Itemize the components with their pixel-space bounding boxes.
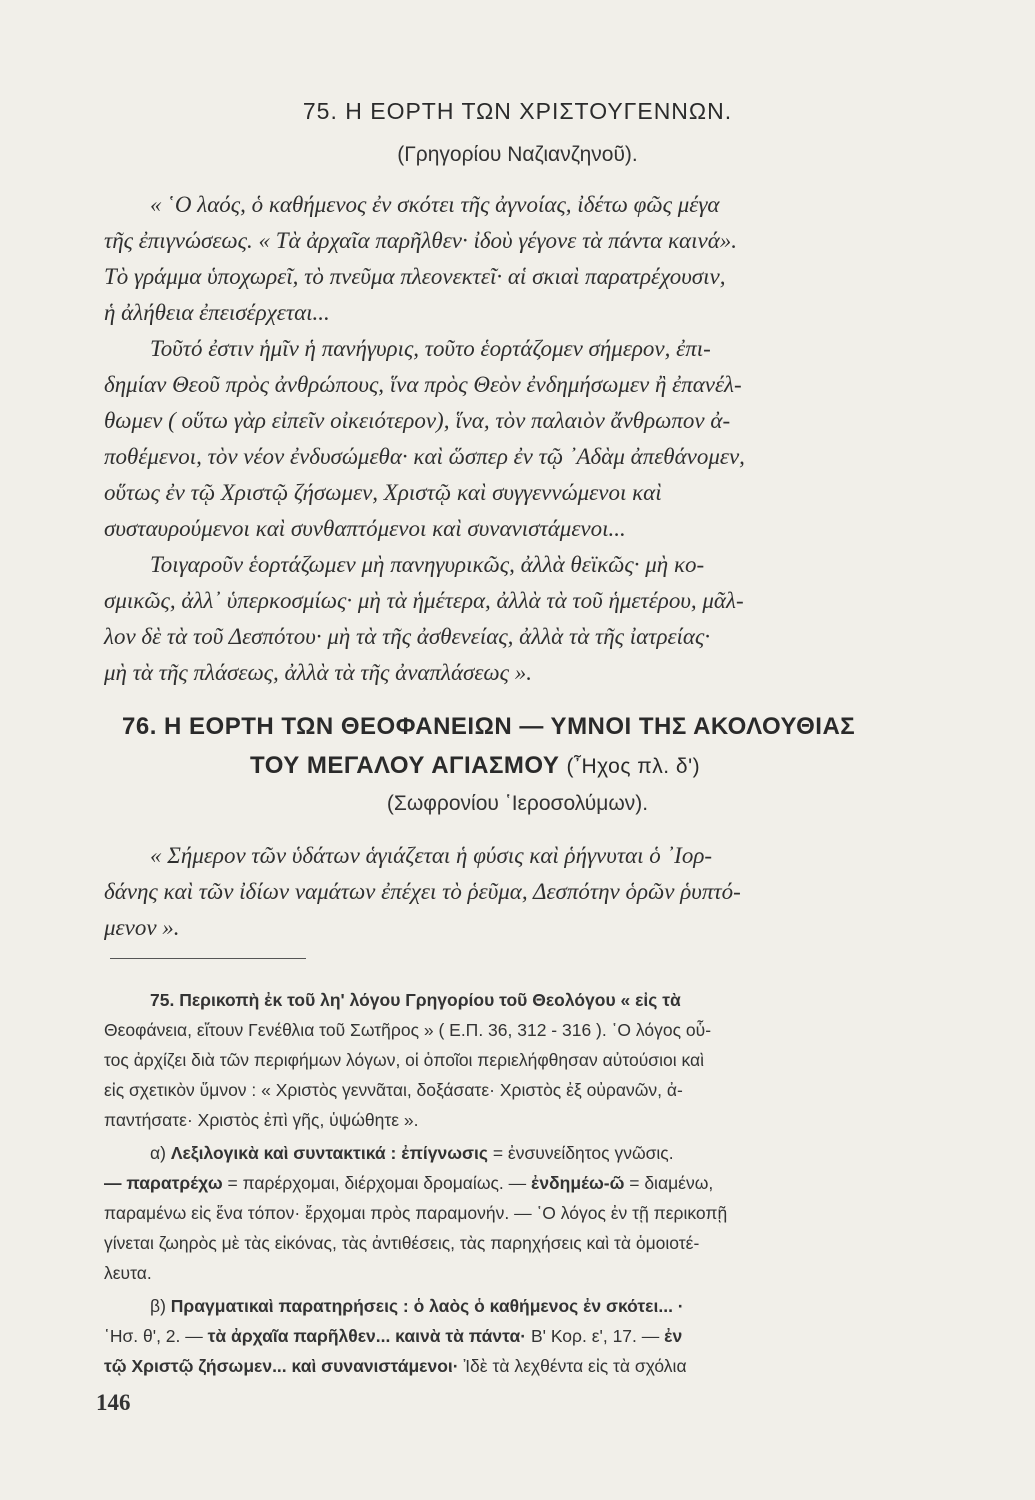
footnote-b-line (150, 1296, 684, 1317)
section-76-author: (Σωφρονίου ῾Ιεροσολύμων). (386, 792, 649, 815)
text-line: λον δὲ τὰ τοῦ Δεσπότου· μὴ τὰ τῆς ἀσθενείας, ἀλλὰ τὰ τῆς ἰατρείας· (104, 624, 711, 649)
text-line: δημίαν Θεοῦ πρὸς ἀνθρώπους, ἵνα πρὸς Θεὸν ἐνδημήσωμεν ἢ ἐπανέλ- (104, 372, 742, 397)
footnote-b-label: β) (150, 1296, 166, 1316)
text-line: συσταυρούμενοι καὶ συνθαπτόμενοι καὶ συνανιστάμενοι... (104, 516, 626, 541)
page-number: 146 (96, 1390, 131, 1415)
text-line: δάνης καὶ τῶν ἰδίων ναμάτων ἐπέχει τὸ ῥεῦμα, Δεσπότην ὁρῶν ῥυπτό- (104, 879, 741, 904)
footnote-b-term: ὁ λαὸς ὁ καθήμενος ἐν σκότει... · (413, 1296, 684, 1316)
footnote-a-term: ἐπίγνωσις (401, 1143, 488, 1163)
footnote-b-line (104, 1356, 687, 1377)
text-line: Τὸ γράμμα ὑποχωρεῖ, τὸ πνεῦμα πλεονεκτεῖ· αἱ σκιαὶ παρατρέχουσιν, (104, 264, 726, 289)
footnote-b-term: τῷ Χριστῷ ζήσωμεν... καὶ συνανιστάμενοι· (104, 1356, 459, 1376)
footnote-a-heading: Λεξιλογικὰ καὶ συντακτικά : (170, 1143, 397, 1163)
section-76-title-line1: 76. Η ΕΟΡΤΗ ΤΩΝ ΘΕΟΦΑΝΕΙΩΝ — ΥΜΝΟΙ ΤΗΣ ΑΚΟΛΟΥΘΙΑΣ (122, 713, 856, 740)
text-line: θωμεν ( οὕτω γὰρ εἰπεῖν οἰκειότερον), ἵνα, τὸν παλαιὸν ἄνθρωπον ἀ- (104, 408, 731, 433)
text-line: Τοῦτό ἐστιν ἡμῖν ἡ πανήγυρις, τοῦτο ἑορτάζομεν σήμερον, ἐπι- (150, 336, 711, 361)
section-76-tone: (῏Ηχος πλ. δ') (566, 755, 701, 778)
footnote-a-line: γίνεται ζωηρὸς μὲ τὰς εἰκόνας, τὰς ἀντιθέσεις, τὰς παρηχήσεις καὶ τὰ ὁμοιοτέ- (104, 1233, 700, 1253)
footnote-line: παντήσατε· Χριστὸς ἐπὶ γῆς, ὑψώθητε ». (104, 1110, 419, 1130)
footnote-line: εἰς σχετικὸν ὕμνον : « Χριστὸς γεννᾶται, δοξάσατε· Χριστὸς ἐξ οὐρανῶν, ἀ- (104, 1080, 683, 1100)
footnote-a-line (104, 1173, 713, 1194)
footnote-a-term: ἐνδημέω-ῶ (531, 1173, 625, 1193)
footnote-separator (110, 958, 306, 959)
footnote-a-def: = διαμένω, (629, 1173, 714, 1193)
footnote-b-line (104, 1326, 682, 1347)
footnote-b-term: ἐν (664, 1326, 683, 1346)
footnote-b-term: τὰ ἀρχαῖα παρῆλθεν... καινὰ τὰ πάντα· (207, 1326, 527, 1346)
section-75-author: (Γρηγορίου Ναζιανζηνοῦ). (397, 143, 638, 166)
section-76-title-text: ΤΟΥ ΜΕΓΑΛΟΥ ΑΓΙΑΣΜΟΥ (250, 752, 560, 779)
text-line: Τοιγαροῦν ἑορτάζωμεν μὴ πανηγυρικῶς, ἀλλὰ θεϊκῶς· μὴ κο- (150, 552, 705, 577)
text-line: οὕτως ἐν τῷ Χριστῷ ζήσωμεν, Χριστῷ καὶ συγγεννώμενοι καὶ (104, 480, 662, 505)
footnote-line: Θεοφάνεια, εἴτουν Γενέθλια τοῦ Σωτῆρος » ( Ε.Π. 36, 312 - 316 ). ῾Ο λόγος οὗ- (104, 1020, 712, 1040)
footnote-b-ref: Β' Κορ. ε', 17. — (530, 1326, 660, 1346)
footnote-a-def: = ἐνσυνείδητος γνῶσις. (492, 1143, 674, 1163)
footnote-a-label: α) (150, 1143, 166, 1163)
section-75-title: 75. Η ΕΟΡΤΗ ΤΩΝ ΧΡΙΣΤΟΥΓΕΝΝΩΝ. (302, 98, 733, 124)
text-line: ποθέμενοι, τὸν νέον ἐνδυσώμεθα· καὶ ὥσπερ ἐν τῷ ᾿Αδὰμ ἀπεθάνομεν, (104, 444, 745, 469)
footnote-a-line: παραμένω εἰς ἕνα τόπον· ἔρχομαι πρὸς παραμονήν. — ῾Ο λόγος ἐν τῇ περικοπῇ (104, 1203, 728, 1223)
footnote-a-def: = παρέρχομαι, διέρχομαι δρομαίως. — (227, 1173, 527, 1193)
footnote-line (150, 990, 681, 1011)
footnote-b-ref: ῾Ησ. θ', 2. — (104, 1326, 203, 1346)
text-line: τῆς ἐπιγνώσεως. « Τὰ ἀρχαῖα παρῆλθεν· ἰδοὺ γέγονε τὰ πάντα καινά». (104, 228, 738, 253)
footnote-a-line (150, 1143, 674, 1164)
text-line: μενον ». (104, 915, 180, 940)
footnote-line: τος ἀρχίζει διὰ τῶν περιφήμων λόγων, οἱ ὁποῖοι περιελήφθησαν αὐτούσιοι καὶ (104, 1050, 705, 1070)
footnote-a-term: — παρατρέχω (104, 1173, 223, 1193)
footnote-b-heading: Πραγματικαὶ παρατηρήσεις : (170, 1296, 409, 1316)
footnote-b-ref: Ἰδὲ τὰ λεχθέντα εἰς τὰ σχόλια (463, 1356, 687, 1376)
section-76-title-line2 (250, 752, 700, 780)
text-line: « Σήμερον τῶν ὑδάτων ἁγιάζεται ἡ φύσις καὶ ῥήγνυται ὁ ᾿Ιορ- (150, 843, 713, 868)
text-line: μὴ τὰ τῆς πλάσεως, ἀλλὰ τὰ τῆς ἀναπλάσεως ». (104, 660, 533, 685)
text-line: « ῾Ο λαός, ὁ καθήμενος ἐν σκότει τῆς ἀγνοίας, ἰδέτω φῶς μέγα (150, 192, 720, 217)
footnote-a-line: λευτα. (104, 1263, 152, 1283)
footnote-line-text: 75. Περικοπὴ ἐκ τοῦ λη' λόγου Γρηγορίου τοῦ Θεολόγου « εἰς τὰ (150, 990, 681, 1010)
text-line: ἡ ἀλήθεια ἐπεισέρχεται... (104, 300, 330, 325)
text-line: σμικῶς, ἀλλ᾿ ὑπερκοσμίως· μὴ τὰ ἡμέτερα, ἀλλὰ τὰ τοῦ ἡμετέρου, μᾶλ- (104, 588, 744, 613)
